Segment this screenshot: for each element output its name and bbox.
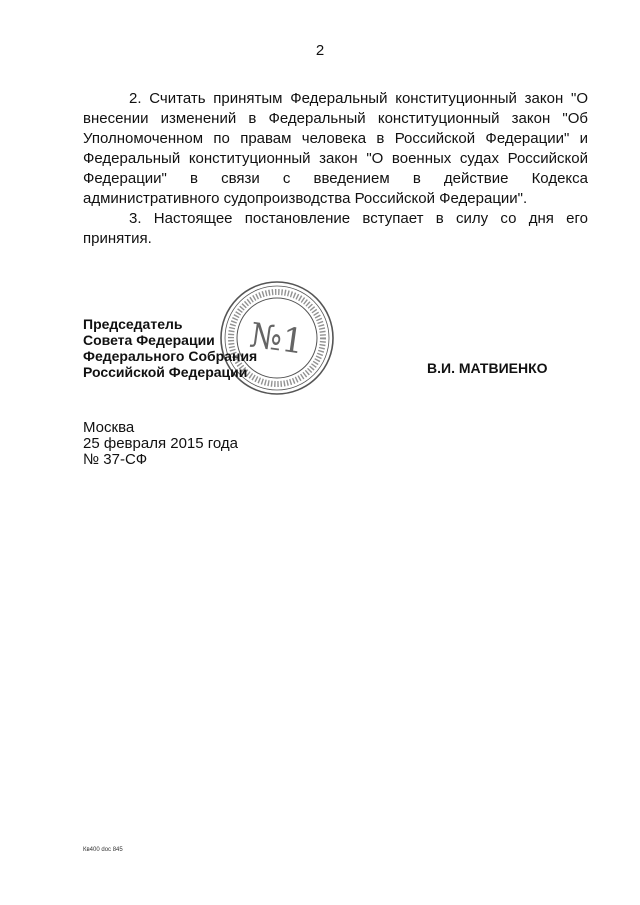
paragraph-3: 3. Настоящее постановление вступает в силу со дня его принятия. [83, 210, 588, 247]
paragraph-2: 2. Считать принятым Федеральный конституционный закон "О внесении изменений в Федеральный конституционный закон "Об Уполномоченном по правам человека в Российской Федерации" и Федеральный конституционный закон "О военных судах Российской Федерации" в связи с введением в действие Кодекса административного судопроизводства Российской Федерации". [83, 90, 588, 207]
signatory-title-line-4: Российской Федерации [83, 364, 248, 380]
city: Москва [83, 419, 135, 436]
resolution-number: № 37-СФ [83, 451, 148, 468]
signatory-title-line-3: Федерального Собрания [83, 348, 258, 364]
document-body [83, 89, 588, 249]
signatory-title [83, 316, 257, 380]
signatory-title-line-1: Председатель [83, 316, 183, 332]
page-number: 2 [315, 42, 325, 59]
signer-name: В.И. МАТВИЕНКО [427, 360, 548, 376]
seal-number: №1 [247, 315, 307, 363]
footer-document-code: Кв400 doc 845 [83, 847, 123, 853]
resolution-date: 25 февраля 2015 года [83, 435, 239, 452]
place-and-date [83, 420, 238, 468]
signatory-title-line-2: Совета Федерации [83, 332, 215, 348]
